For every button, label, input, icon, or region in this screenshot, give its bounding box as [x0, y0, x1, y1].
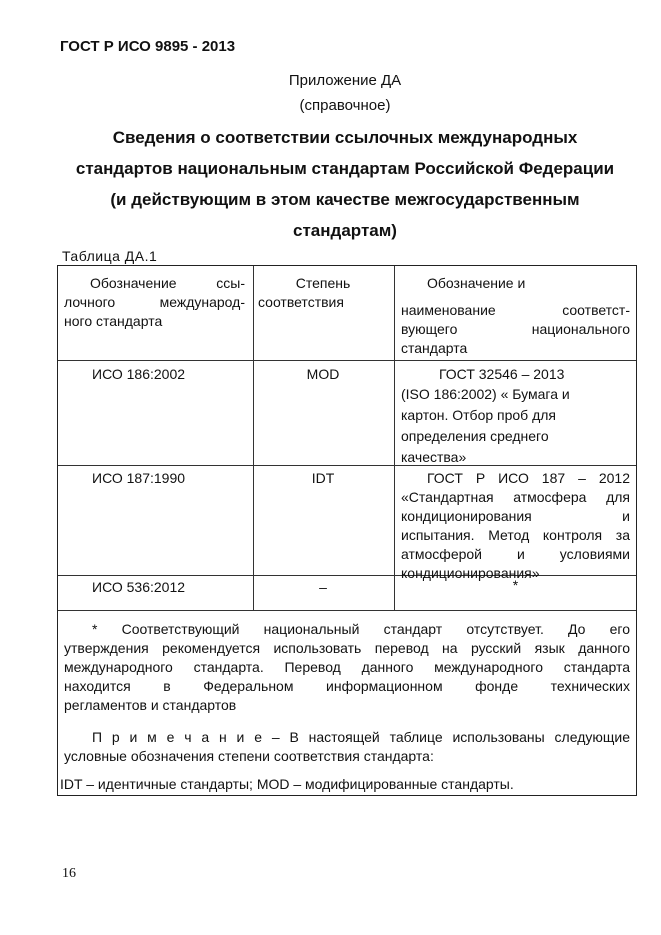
- title-line: (и действующим в этом качестве межгосударственным: [110, 190, 580, 209]
- note-line: П р и м е ч а н и е – В настоящей таблице использованы следующие: [92, 729, 630, 745]
- footnote-line: международного стандарта. Перевод данного международного стандарта: [64, 659, 630, 675]
- correspondence-table: [57, 265, 637, 796]
- cell-line: (ISO 186:2002) « Бумага и: [401, 386, 570, 402]
- table-legend: IDT – идентичные стандарты; MOD – модифицированные стандарты.: [60, 776, 514, 792]
- header-line: соответствия: [258, 294, 344, 310]
- table-caption: Таблица ДА.1: [62, 248, 158, 264]
- header-line: ного стандарта: [64, 313, 163, 329]
- cell-line: ГОСТ 32546 – 2013: [439, 366, 565, 382]
- column-divider: [253, 266, 254, 610]
- column-divider: [394, 266, 395, 610]
- row-3-intl: ИСО 536:2012: [92, 579, 186, 595]
- note-line: условные обозначения степени соответствия стандарта:: [64, 748, 434, 764]
- header-line: наименование соответст-: [401, 302, 630, 318]
- cell-line: ГОСТ Р ИСО 187 – 2012: [427, 470, 630, 486]
- footnote-line: * Соответствующий национальный стандарт отсутствует. До его: [92, 621, 630, 637]
- header-line: Обозначение ссы-: [90, 275, 245, 291]
- row-2-national: [401, 469, 630, 583]
- header-line: вующего национального: [401, 321, 630, 337]
- row-1-intl: ИСО 186:2002: [92, 366, 186, 382]
- cell-line: испытания. Метод контроля за: [401, 527, 630, 543]
- cell-line: определения среднего: [401, 428, 549, 444]
- header-line: лочного международ-: [64, 294, 245, 310]
- appendix-title: [40, 122, 650, 246]
- row-divider: [58, 360, 636, 361]
- footnote-line: регламентов и стандартов: [64, 697, 237, 713]
- header-line: Степень: [295, 275, 351, 291]
- header-line: стандарта: [401, 340, 468, 356]
- footnote-line: утверждения рекомендуется использовать перевод на русский язык данного: [64, 640, 630, 656]
- row-3-national: *: [512, 577, 519, 593]
- row-3-degree: –: [319, 579, 327, 595]
- cell-line: «Стандартная атмосфера для: [401, 489, 630, 505]
- row-1-national: [401, 365, 630, 468]
- page-number: 16: [62, 866, 76, 881]
- row-1-degree: MOD: [306, 366, 340, 382]
- cell-line: картон. Отбор проб для: [401, 407, 557, 423]
- appendix-type: (справочное): [299, 97, 391, 114]
- cell-line: кондиционирования»: [401, 565, 540, 581]
- footnote-line: находится в Федеральном информационном фонде технических: [64, 678, 630, 694]
- header-national-standard: [401, 274, 630, 358]
- row-2-degree: IDT: [311, 470, 335, 486]
- title-line: Сведения о соответствии ссылочных международных: [112, 128, 578, 147]
- cell-line: качества»: [401, 449, 467, 465]
- header-line: Обозначение и: [427, 275, 526, 291]
- header-international-standard: [64, 274, 245, 331]
- table-footnote: [64, 620, 630, 715]
- row-2-intl: ИСО 187:1990: [92, 470, 186, 486]
- cell-line: атмосферой и условиями: [401, 546, 630, 562]
- cell-line: кондиционирования и: [401, 508, 630, 524]
- appendix-name: Приложение ДА: [288, 72, 402, 89]
- title-line: стандартов национальным стандартам Российской Федерации: [75, 159, 615, 178]
- row-divider: [58, 610, 636, 611]
- title-line: стандартам): [293, 221, 397, 240]
- table-note: [64, 728, 630, 766]
- document-code: ГОСТ Р ИСО 9895 - 2013: [60, 38, 236, 55]
- header-degree: [256, 274, 390, 312]
